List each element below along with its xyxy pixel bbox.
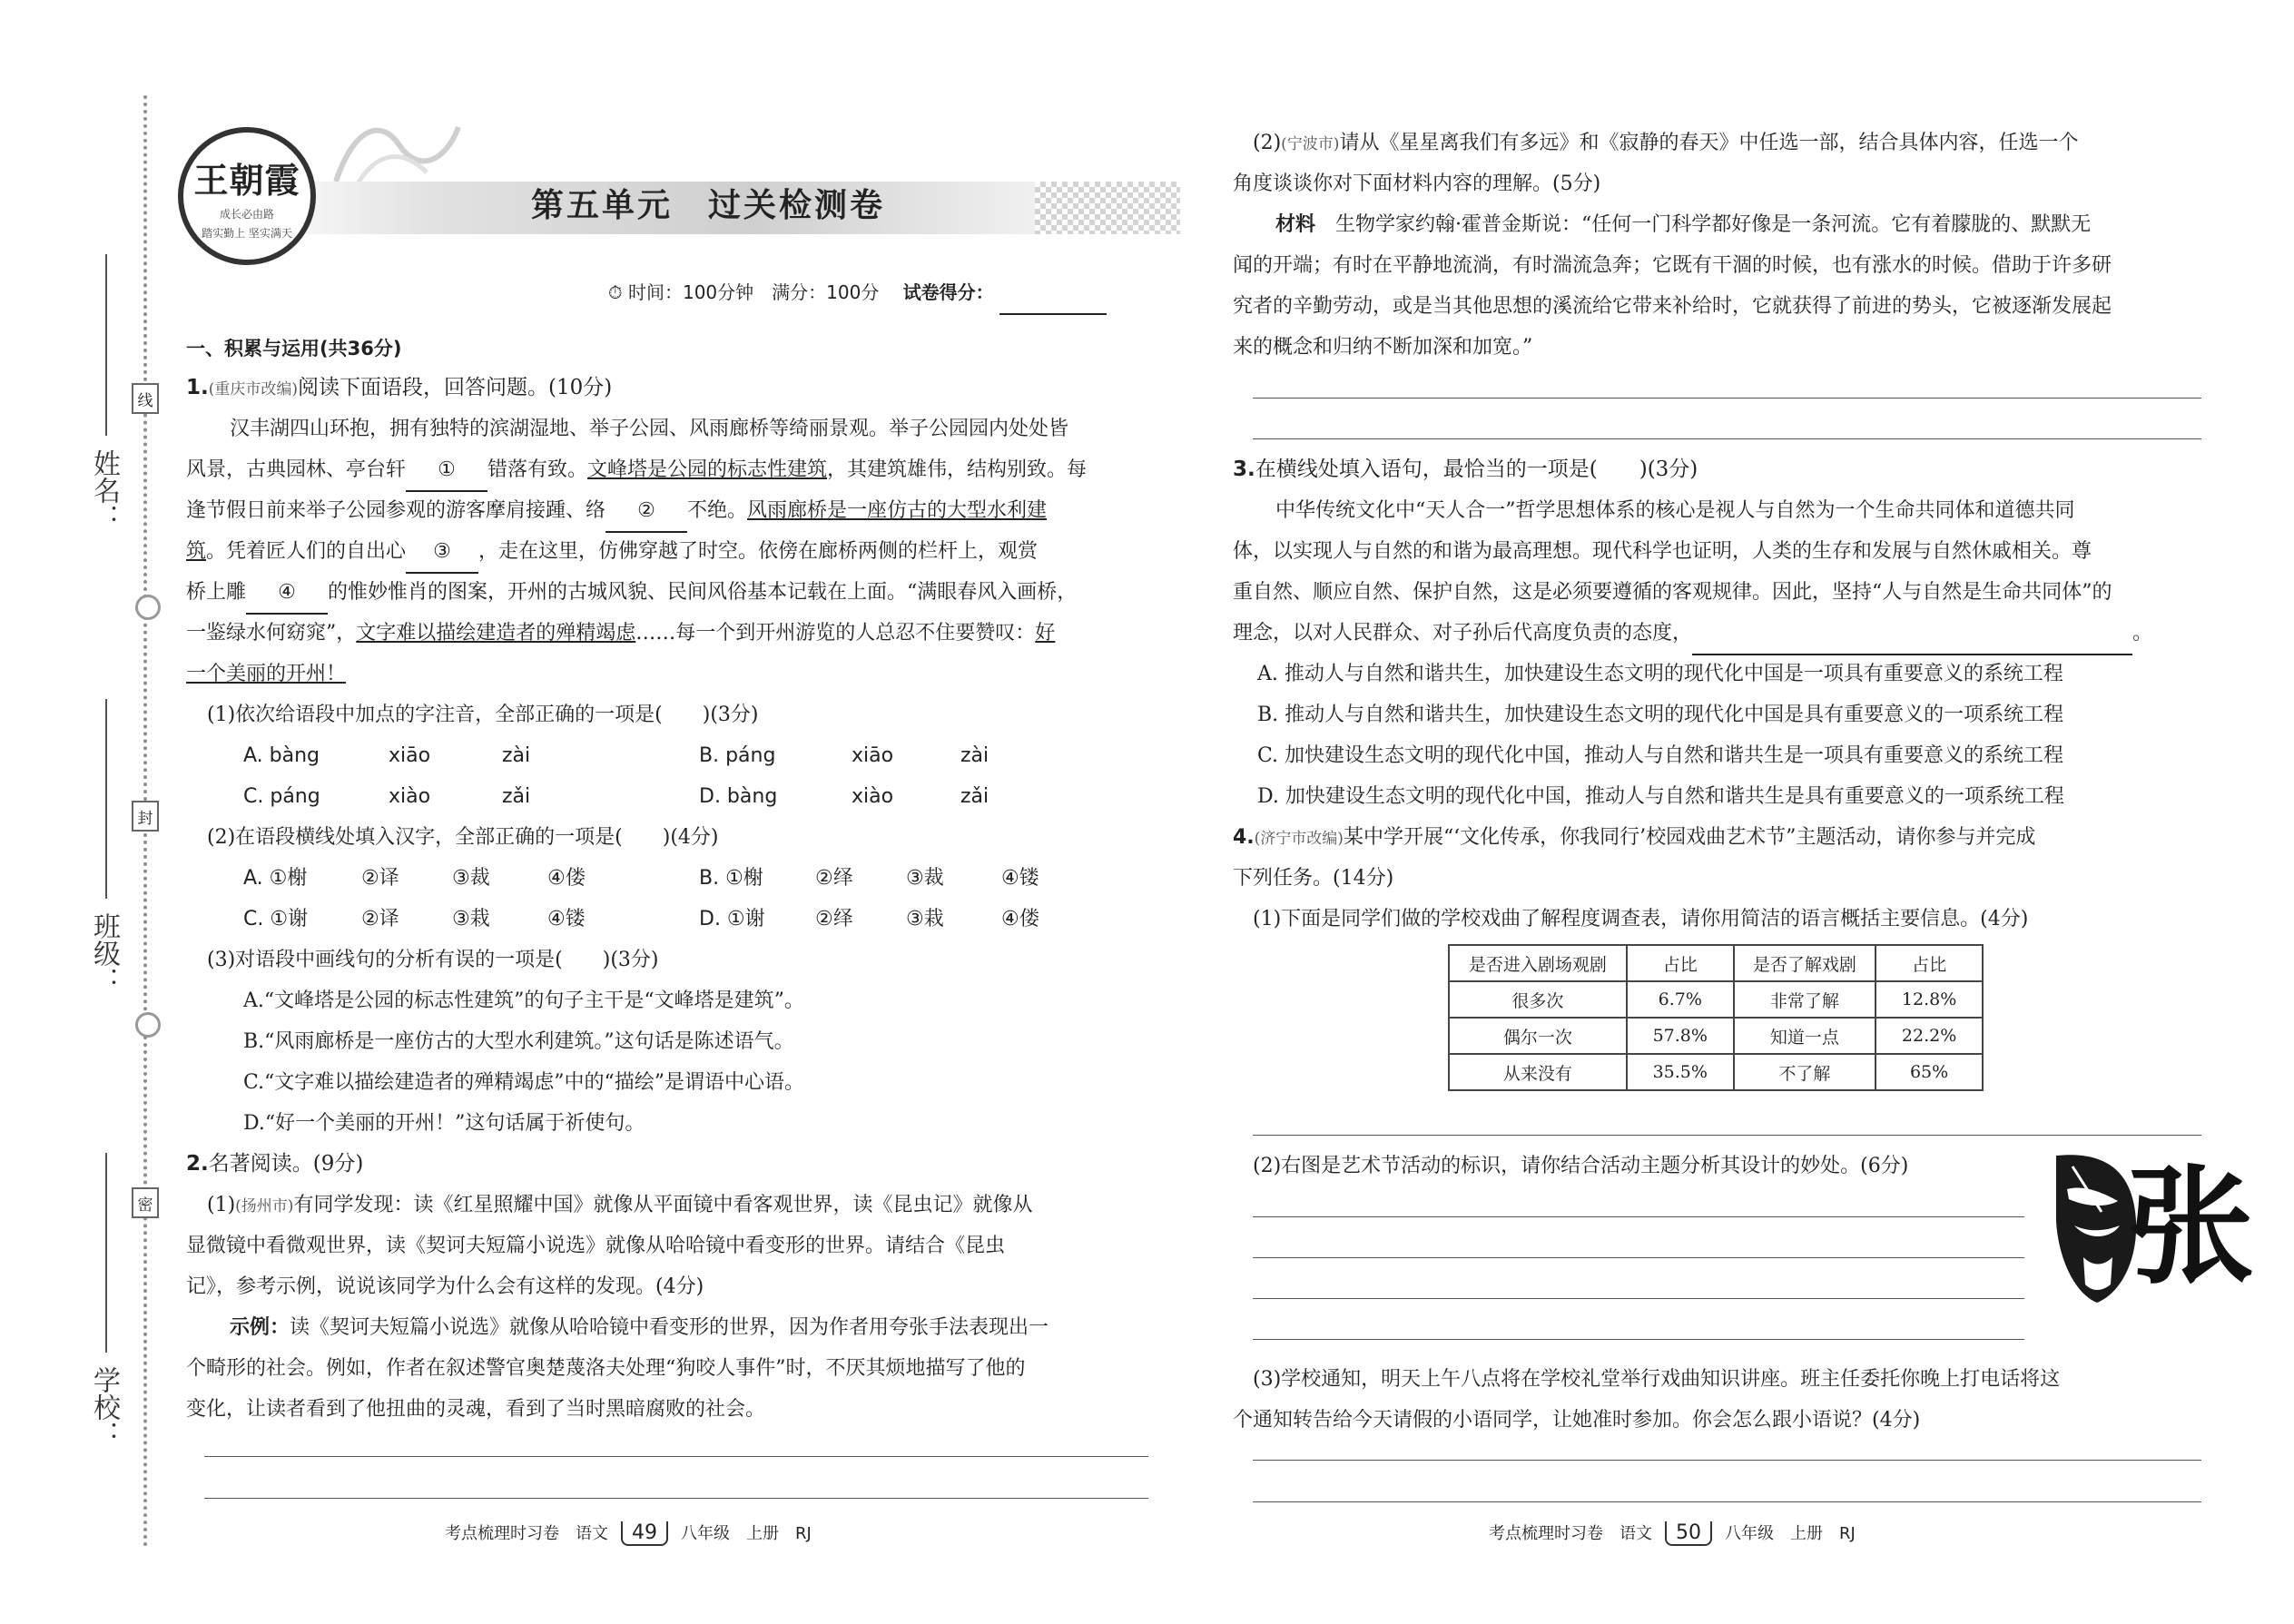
option-d[interactable]: D. ①谢 xyxy=(699,908,765,930)
q3-passage-line: 中华传统文化中“天人合一”哲学思想体系的核心是视人与自然为一个生命共同体和道德共同 xyxy=(1275,499,2075,522)
table-cell: 35.5% xyxy=(1627,1054,1734,1090)
blank-4[interactable]: ④ xyxy=(246,572,328,615)
q4-source: (济宁市改编) xyxy=(1254,830,1344,848)
option-text: ④镂 xyxy=(1001,867,1039,890)
option-text: ②译 xyxy=(361,908,399,930)
school-label: 学校： xyxy=(88,1366,120,1448)
example-line: 示例：读《契诃夫短篇小说选》就像从哈哈镜中看变形的世界，因为作者用夸张手法表现出一 xyxy=(230,1316,1049,1339)
q1-sub2-stem: (2)在语段横线处填入汉字，全部正确的一项是( )(4分) xyxy=(207,826,719,849)
example-label: 示例： xyxy=(230,1316,290,1339)
q1-passage-line: 逢节假日前来举子公园参观的游客摩肩接踵、络 ② 不绝。风雨廊桥是一座仿古的大型水利建 xyxy=(186,490,1047,533)
option-text: ③栽 xyxy=(906,908,944,930)
table-cell: 57.8% xyxy=(1627,1018,1734,1054)
q4-sub3-line: 个通知转告给今天请假的小语同学，让她准时参加。你会怎么跟小语说？(4分) xyxy=(1233,1409,1921,1432)
q1-source: (重庆市改编) xyxy=(208,380,299,399)
answer-line[interactable] xyxy=(1253,1257,2024,1258)
option-text: zǎi xyxy=(502,785,531,808)
table-row xyxy=(1449,1018,1983,1054)
logo-character: 张 xyxy=(2127,1154,2255,1302)
table-cell: 非常了解 xyxy=(1734,981,1876,1018)
answer-line[interactable] xyxy=(1253,1339,2024,1340)
table-cell: 偶尔一次 xyxy=(1449,1018,1627,1054)
section-heading: 一、积累与运用(共36分) xyxy=(186,338,402,359)
q2-sub1-source: (扬州市) xyxy=(235,1197,294,1216)
table-cell: 很多次 xyxy=(1449,981,1627,1018)
table-cell: 从来没有 xyxy=(1449,1054,1627,1090)
option-text: xiào xyxy=(852,785,894,808)
option-text: zài xyxy=(960,744,989,767)
q1-number: 1. xyxy=(186,376,209,399)
page-number: 49 xyxy=(621,1521,668,1546)
q1-passage-line: 一鉴绿水何窈窕”，文字难以描绘建造者的殚精竭虑……每一个到开州游览的人总忍不住要赞叹：好 xyxy=(186,622,1056,645)
q1-passage-line: 汉丰湖四山环抱，拥有独特的滨湖湿地、举子公园、风雨廊桥等绮丽景观。举子公园园内处处皆 xyxy=(230,418,1069,440)
q2-sub2-source: (宁波市) xyxy=(1281,135,1340,153)
material-line: 究者的辛勤劳动，或是当其他思想的溪流给它带来补给时，它就获得了前进的势头，它被逐渐发展起 xyxy=(1233,295,2112,318)
material-label: 材料 xyxy=(1275,213,1316,236)
table-header: 是否了解戏剧 xyxy=(1734,945,1876,981)
q1-stem-text: 阅读下面语段，回答问题。(10分) xyxy=(298,376,613,399)
table-cell: 6.7% xyxy=(1627,981,1734,1018)
footer-book: 考点梳理时习卷 语文 xyxy=(445,1524,608,1543)
opera-mask-logo xyxy=(2047,1148,2255,1307)
option-text: ②译 xyxy=(361,867,399,890)
option-b[interactable]: B. páng xyxy=(699,744,776,767)
material-line: 闻的开端；有时在平静地流淌，有时湍流急奔；它既有干涸的时候，也有涨水的时候。借助于许多研 xyxy=(1233,254,2112,277)
option-d[interactable]: D. bàng xyxy=(699,785,778,808)
clock-icon: ⏱ xyxy=(608,281,623,303)
option-text: xiào xyxy=(389,785,431,808)
q4-sub1-stem: (1)下面是同学们做的学校戏曲了解程度调查表，请你用简洁的语言概括主要信息。(4分) xyxy=(1253,908,2029,930)
q3-stem xyxy=(1233,449,1698,490)
option-text: ④偻 xyxy=(547,867,586,890)
q3-passage-line: 理念，以对人民群众、对子孙后代高度负责的态度， 。 xyxy=(1233,613,2152,655)
material-line: 来的概念和归纳不断加深和加宽。” xyxy=(1233,336,1533,359)
q4-stem: 4.(济宁市改编)某中学开展“‘文化传承，你我同行’校园戏曲艺术节”主题活动，请你参与并完成 xyxy=(1233,826,2036,849)
name-label: 姓名： xyxy=(88,449,120,531)
q2-sub2-line: (2)(宁波市)请从《星星离我们有多远》和《寂静的春天》中任选一部，结合具体内容，任选一个 xyxy=(1253,132,2079,154)
table-header: 占比 xyxy=(1627,945,1734,981)
q4-stem-line: 下列任务。(14分) xyxy=(1233,867,1394,890)
option-a[interactable]: A.“文峰塔是公园的标志性建筑”的句子主干是“文峰塔是建筑”。 xyxy=(243,989,804,1012)
binding-hole-icon xyxy=(135,1012,161,1038)
publisher-logo xyxy=(178,127,316,265)
example-line: 变化，让读者看到了他扭曲的灵魂，看到了当时黑暗腐败的社会。 xyxy=(186,1398,766,1421)
option-c[interactable]: C. 加快建设生态文明的现代化中国，推动人与自然和谐共生是一项具有重要意义的系统工程 xyxy=(1257,744,2064,767)
option-text: ②绎 xyxy=(815,908,853,930)
underlined-sentence: 文峰塔是公园的标志性建筑 xyxy=(587,458,828,481)
blank-2[interactable]: ② xyxy=(605,490,687,533)
name-blank-line[interactable] xyxy=(105,254,107,436)
q1-sub1-stem: (1)依次给语段中加点的字注音，全部正确的一项是( )(3分) xyxy=(207,704,759,726)
table-cell: 不了解 xyxy=(1734,1054,1876,1090)
seal-char: 密 xyxy=(132,1187,159,1218)
q1-stem xyxy=(186,368,612,410)
q3-fill-blank[interactable] xyxy=(1692,613,2132,655)
answer-line[interactable] xyxy=(204,1456,1148,1457)
option-b[interactable]: B. 推动人与自然和谐共生，加快建设生态文明的现代化中国是具有重要意义的一项系统工程 xyxy=(1257,704,2064,726)
q4-sub2-stem: (2)右图是艺术节活动的标识，请你结合活动主题分析其设计的妙处。(6分) xyxy=(1253,1155,1909,1177)
option-text: zài xyxy=(502,744,531,767)
q1-passage-line: 筑。凭着匠人们的自出心 ③ ，走在这里，仿佛穿越了时空。依傍在廊桥两侧的栏杆上，观赏 xyxy=(186,531,1038,574)
option-c[interactable]: C. páng xyxy=(243,785,320,808)
option-c[interactable]: C.“文字难以描绘建造者的殚精竭虑”中的“描绘”是谓语中心语。 xyxy=(243,1071,805,1094)
table-cell: 知道一点 xyxy=(1734,1018,1876,1054)
table-cell: 12.8% xyxy=(1876,981,1983,1018)
blank-1[interactable]: ① xyxy=(406,449,487,492)
q1-sub3-stem: (3)对语段中画线句的分析有误的一项是( )(3分) xyxy=(207,949,659,971)
q2-sub2-line: 角度谈谈你对下面材料内容的理解。(5分) xyxy=(1233,172,1601,195)
answer-line[interactable] xyxy=(1253,1460,2201,1461)
q2-sub1-line: 显微镜中看微观世界，读《契诃夫短篇小说选》就像从哈哈镜中看变形的世界。请结合《昆虫 xyxy=(186,1235,1006,1257)
q3-stem-text: 在横线处填入语句，最恰当的一项是( )(3分) xyxy=(1255,458,1698,481)
table-header: 是否进入剧场观剧 xyxy=(1449,945,1627,981)
exam-info xyxy=(608,272,1107,315)
underlined-sentence: 一个美丽的开州！ xyxy=(186,663,347,685)
option-text: ③栽 xyxy=(452,908,490,930)
option-text: xiāo xyxy=(389,744,431,767)
table-header-row xyxy=(1449,945,1983,981)
footer-grade: 八年级 上册 RJ xyxy=(1725,1524,1856,1543)
underlined-sentence: 文字难以描绘建造者的殚精竭虑 xyxy=(356,622,636,645)
class-label: 班级： xyxy=(88,912,120,994)
answer-line[interactable] xyxy=(1253,1135,2201,1136)
q2-stem-text: 名著阅读。(9分) xyxy=(208,1152,364,1176)
school-blank-line[interactable] xyxy=(105,1153,107,1353)
page-footer xyxy=(445,1521,812,1546)
option-text: zǎi xyxy=(960,785,989,808)
survey-table xyxy=(1448,944,1984,1091)
option-a[interactable]: A. bàng xyxy=(243,744,320,767)
q3-passage-line: 重自然、顺应自然、保护自然，这是必须要遵循的客观规律。因此，坚持“人与自然是生命共同体”的 xyxy=(1233,581,2112,604)
logo-name: 王朝霞 xyxy=(193,159,300,201)
underlined-sentence: 风雨廊桥是一座仿古的大型水利建 xyxy=(747,499,1048,522)
option-text: ②绎 xyxy=(815,867,853,890)
footer-grade: 八年级 上册 RJ xyxy=(681,1524,812,1543)
table-row xyxy=(1449,981,1983,1018)
option-text: ④镂 xyxy=(547,908,586,930)
q2-sub1-line: 记》，参考示例，说说该同学为什么会有这样的发现。(4分) xyxy=(186,1275,704,1298)
answer-line[interactable] xyxy=(1253,398,2201,399)
logo-sub: 成长必由路 xyxy=(219,207,274,221)
binding-hole-icon xyxy=(135,595,161,620)
q2-sub1-line: (1)(扬州市)有同学发现：读《红星照耀中国》就像从平面镜中看客观世界，读《昆虫记》就像从 xyxy=(207,1194,1033,1216)
page-footer xyxy=(1489,1521,1856,1546)
q3-passage-line: 体，以实现人与自然的和谐为最高理想。现代科学也证明，人类的生存和发展与自然休戚相关。尊 xyxy=(1233,540,2092,563)
option-d[interactable]: D.“好一个美丽的开州！”这句话属于祈使句。 xyxy=(243,1112,645,1135)
score-field[interactable] xyxy=(999,272,1107,315)
q1-passage-line: 桥上雕 ④ 的惟妙惟肖的图案，开州的古城风貌、民间风俗基本记载在上面。“满眼春风入画桥， xyxy=(186,572,1077,615)
answer-line[interactable] xyxy=(204,1498,1148,1499)
blank-3[interactable]: ③ xyxy=(406,531,478,574)
footer-book: 考点梳理时习卷 语文 xyxy=(1489,1524,1652,1543)
q4-number: 4. xyxy=(1233,826,1255,849)
time-text: 时间：100分钟 满分：100分 xyxy=(627,281,880,303)
material-line: 材料 生物学家约翰·霍普金斯说：“任何一门科学都好像是一条河流。它有着朦胧的、默默无 xyxy=(1275,213,2092,236)
q1-passage-line: 风景，古典园林、亭台轩 ① 错落有致。文峰塔是公园的标志性建筑，其建筑雄伟，结构别致。每 xyxy=(186,449,1087,492)
table-cell: 22.2% xyxy=(1876,1018,1983,1054)
option-text: ③裁 xyxy=(906,867,944,890)
option-a[interactable]: A. 推动人与自然和谐共生，加快建设生态文明的现代化中国是一项具有重要意义的系统工程 xyxy=(1257,663,2063,685)
page-number: 50 xyxy=(1665,1521,1712,1546)
option-d[interactable]: D. 加快建设生态文明的现代化中国，推动人与自然和谐共生是具有重要意义的一项系统工程 xyxy=(1257,785,2064,808)
answer-line[interactable] xyxy=(1253,1298,2024,1299)
table-cell: 65% xyxy=(1876,1054,1983,1090)
option-b[interactable]: B. ①榭 xyxy=(699,867,763,890)
seal-char: 线 xyxy=(132,383,159,414)
example-line: 个畸形的社会。例如，作者在叙述警官奥楚蔑洛夫处理“狗咬人事件”时，不厌其烦地描写了他的 xyxy=(186,1357,1026,1380)
score-label: 试卷得分： xyxy=(902,281,994,303)
answer-line[interactable] xyxy=(1253,438,2201,439)
q2-stem xyxy=(186,1144,363,1185)
answer-line[interactable] xyxy=(1253,1216,2024,1217)
option-text: ③裁 xyxy=(452,867,490,890)
class-blank-line[interactable] xyxy=(105,699,107,899)
q3-number: 3. xyxy=(1233,458,1255,481)
table-row xyxy=(1449,1054,1983,1090)
logo-sub: 踏实勤上 坚实满天 xyxy=(202,226,292,240)
q2-number: 2. xyxy=(186,1152,209,1176)
option-text: xiāo xyxy=(852,744,894,767)
q4-sub3-line: (3)学校通知，明天上午八点将在学校礼堂举行戏曲知识讲座。班主任委托你晚上打电话将这 xyxy=(1253,1368,2061,1391)
option-b[interactable]: B.“风雨廊桥是一座仿古的大型水利建筑。”这句话是陈述语气。 xyxy=(243,1030,794,1053)
option-c[interactable]: C. ①谢 xyxy=(243,908,309,930)
option-a[interactable]: A. ①榭 xyxy=(243,867,308,890)
answer-line[interactable] xyxy=(1253,1501,2201,1502)
option-text: ④偻 xyxy=(1001,908,1039,930)
seal-char: 封 xyxy=(132,801,159,832)
table-header: 占比 xyxy=(1876,945,1983,981)
page-title: 第五单元 过关检测卷 xyxy=(530,187,885,224)
